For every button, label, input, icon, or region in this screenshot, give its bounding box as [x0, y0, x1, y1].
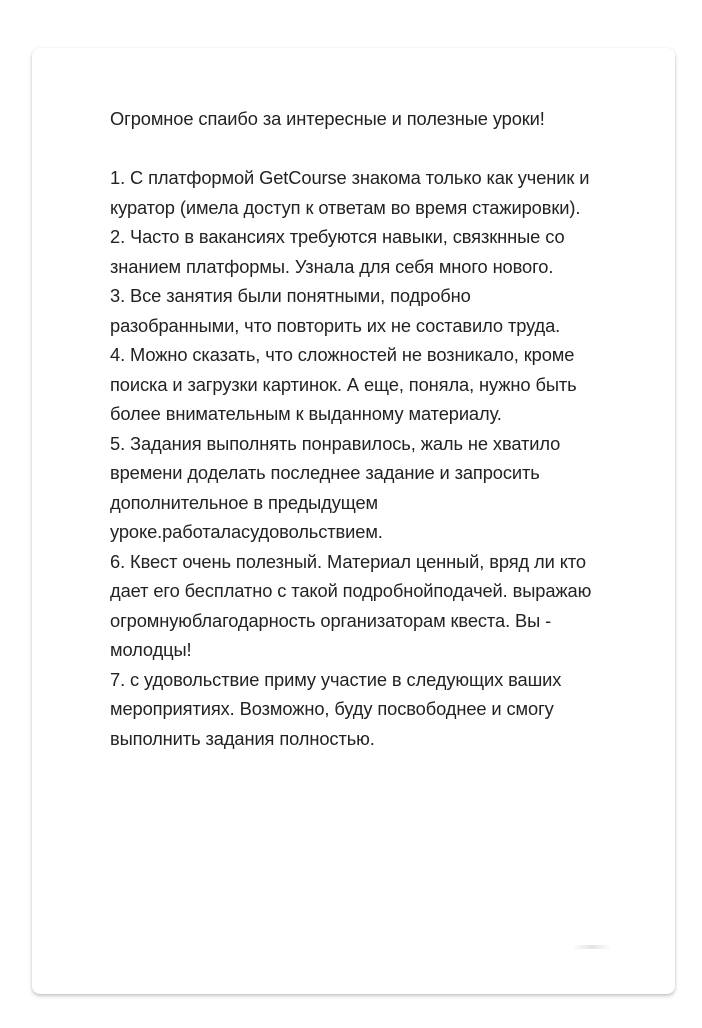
review-item-3: 3. Все занятия были понятными, подробно разобранными, что повторить их не составило труда.	[110, 285, 561, 336]
review-item-1: 1. С платформой GetCourse знакома только как ученик и куратор (имела доступ к ответам во время стажировки).	[110, 167, 590, 218]
review-item-7: 7. с удовольствие приму участие в следующих ваших мероприятиях. Возможно, буду посвободнее и смогу выполнить задания полностью.	[110, 668, 562, 749]
scroll-fade-mark	[572, 945, 612, 949]
review-card	[32, 48, 675, 994]
review-item-5: 5. Задания выполнять понравилось, жаль не хватило времени доделать последнее задание и запросить дополнительное в предыдущем уроке.работаласудовольствием.	[110, 432, 561, 542]
review-intro: Огромное спаибо за интересные и полезные уроки!	[110, 108, 545, 129]
review-text	[110, 104, 596, 753]
review-item-4: 4. Можно сказать, что сложностей не возникало, кроме поиска и загрузки картинок. А еще, поняла, нужно быть более внимательным к выданному материалу.	[110, 344, 577, 424]
review-item-6: 6. Квест очень полезный. Материал ценный, вряд ли кто дает его бесплатно с такой подробнойподачей. выражаю огромнуюблагодарность организаторам квеста. Вы - молодцы!	[110, 550, 592, 660]
review-item-2: 2. Часто в вакансиях требуются навыки, связкнные со знанием платформы. Узнала для себя много нового.	[110, 226, 565, 277]
